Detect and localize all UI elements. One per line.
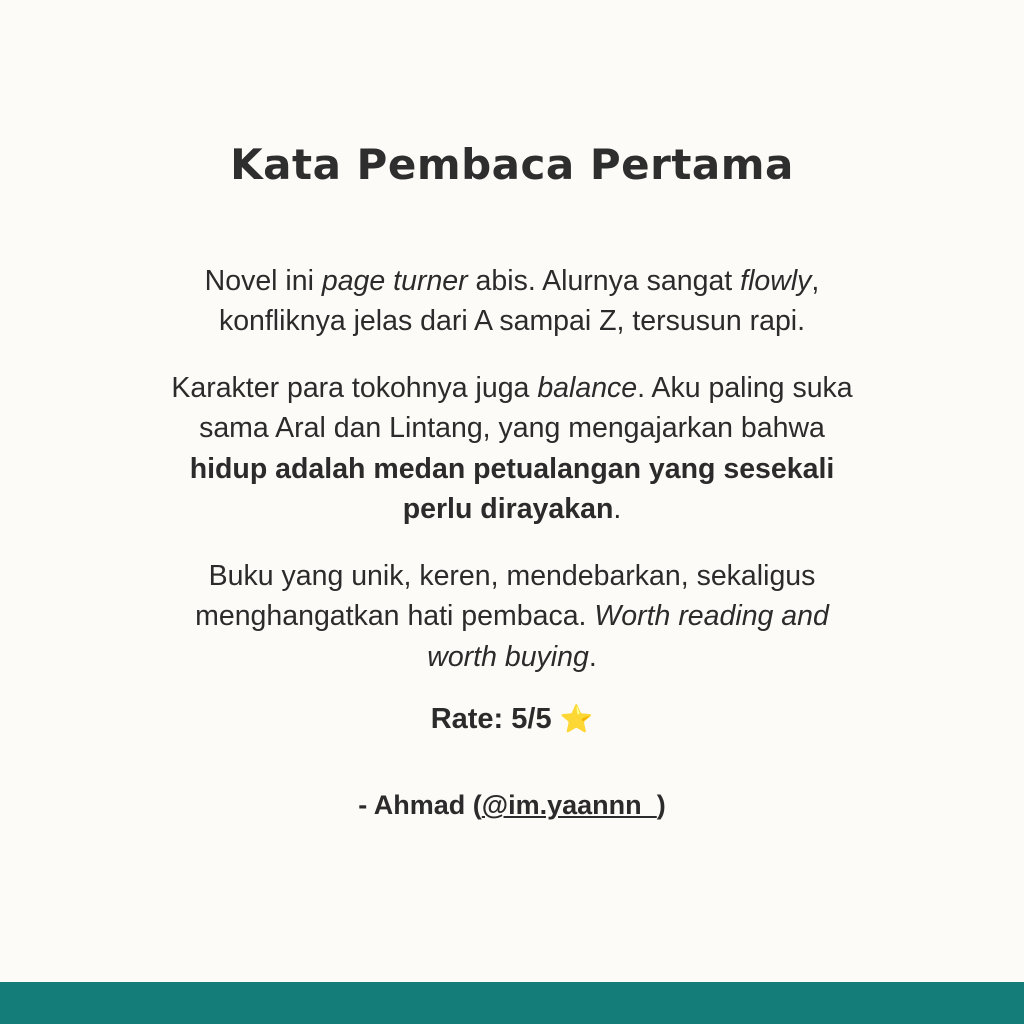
credit-prefix: - Ahmad ( [358,790,482,821]
text-run: page turner [321,265,468,297]
review-paragraph-3 [162,556,862,677]
reviewer-credit [162,790,862,821]
text-run: . [588,640,597,673]
text-run: , konfliknya jelas dari A sampai Z, tersusun rapi. [218,265,820,338]
text-run: flowly [740,265,812,297]
review-paragraph-2 [162,368,862,530]
review-paragraph-1 [162,261,862,342]
text-run: . Aku paling suka sama Aral dan Lintang, yang mengajarkan bahwa [199,371,853,445]
text-run: . [613,493,622,526]
text-run: hidup adalah medan petualangan yang sesekali perlu dirayakan [189,452,835,526]
page-title: Kata Pembaca Pertama [230,140,794,189]
footer-accent-bar [0,982,1024,1024]
text-run: Buku yang unik, keren, mendebarkan, sekaligus menghangatkan hati pembaca. [195,559,816,633]
text-run: balance [537,371,638,404]
credit-suffix: ) [656,790,666,821]
text-run: Novel ini [204,265,322,297]
review-body [162,189,862,848]
rating-label: Rate: 5/5 [430,703,552,736]
star-icon: ⭐ [559,704,594,735]
text-run: Karakter para tokohnya juga [171,371,538,404]
rating-line [162,703,862,736]
text-run: Worth reading and worth buying [427,600,829,673]
instagram-handle-link[interactable]: @im.yaannn_ [481,790,657,821]
text-run: abis. Alurnya sangat [467,265,741,297]
